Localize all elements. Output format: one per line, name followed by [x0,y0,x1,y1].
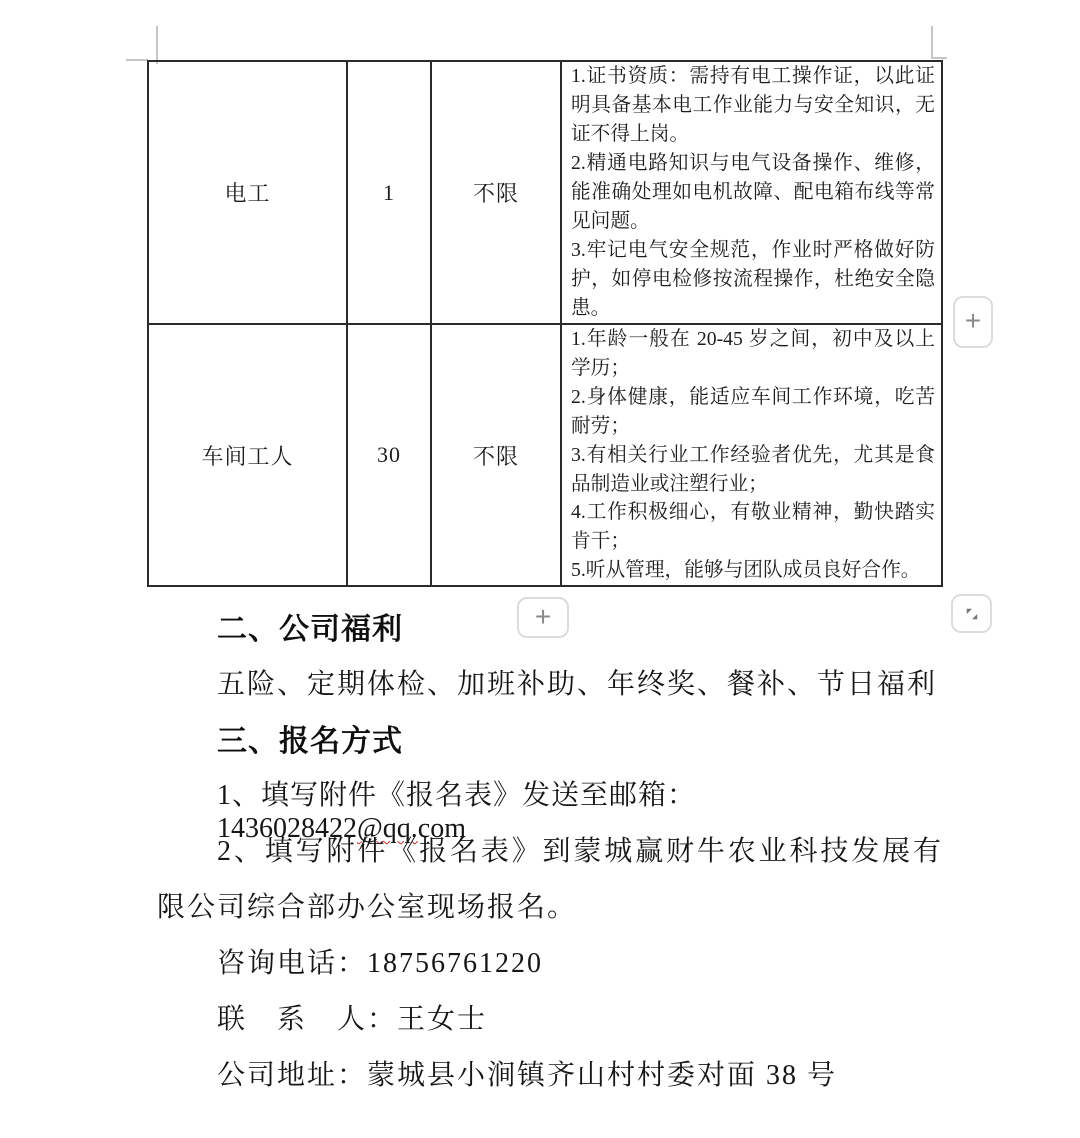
margin-mark-left-vertical [156,26,158,64]
contact-line [157,997,941,1037]
table-row [148,61,942,324]
limit-cell: 不限 [431,324,561,586]
add-column-button[interactable] [953,296,993,348]
requirement-line: 2.身体健康，能适应车间工作环境，吃苦耐劳； [571,385,935,437]
spellcheck-underline: @qq. [357,813,418,844]
welfare-text: 五险、定期体检、加班补助、年终奖、餐补、节日福利 [217,669,938,700]
requirement-line: 3.有相关行业工作经验者优先，尤其是食品制造业或注塑行业； [571,443,935,495]
apply-heading: 三、报名方式 [217,725,403,758]
apply-method-1-text: 1、填写附件《报名表》发送至邮箱： [217,780,697,811]
limit-cell: 不限 [431,61,561,324]
contact-label: 联 系 人： [217,1004,398,1035]
margin-mark-right-vertical [931,26,933,59]
plus-icon: + [964,305,982,336]
plus-icon: + [534,600,552,632]
margin-mark-left-horizontal [126,59,148,61]
email-address: 1436028422@qq.com [217,813,467,844]
count-cell: 1 [347,61,431,324]
requirement-line: 2.精通电路知识与电气设备操作、维修，能准确处理如电机故障、配电箱布线等常见问题。 [571,152,935,232]
count-cell: 30 [347,324,431,586]
requirements-cell [561,61,942,324]
position-cell: 车间工人 [148,324,347,586]
apply-method-2-line2: 限公司综合部办公室现场报名。 [157,892,578,923]
address-label: 公司地址： [217,1060,368,1091]
requirement-line: 5.听从管理，能够与团队成员良好合作。 [571,559,921,582]
job-table [147,60,943,587]
phone-number: 18756761220 [367,948,544,979]
requirement-line: 1.证书资质：需持有电工操作证，以此证明具备基本电工作业能力与安全知识，无证不得上岗。 [571,65,935,146]
phone-line [157,941,941,981]
address-line [157,1053,941,1093]
margin-mark-right-horizontal [931,57,947,59]
address-value: 蒙城县小涧镇齐山村村委对面 38 号 [367,1060,838,1091]
requirements-cell [561,324,942,586]
requirement-line: 4.工作积极细心，有敬业精神，勤快踏实肯干； [571,501,935,553]
requirement-line: 3.牢记电气安全规范，作业时严格做好防护，如停电检修按流程操作，杜绝安全隐患。 [571,238,935,319]
phone-label: 咨询电话： [217,948,368,979]
table-row [148,324,942,586]
requirement-line: 1.年龄一般在 20-45 岁之间，初中及以上学历； [571,328,935,379]
expand-table-button[interactable] [951,594,992,633]
expand-icon [963,605,981,623]
welfare-heading: 二、公司福利 [217,613,403,646]
position-cell: 电工 [148,61,347,324]
apply-method-2-line1: 2、填写附件《报名表》到蒙城赢财牛农业科技发展有 [217,836,941,867]
contact-name: 王女士 [397,1004,488,1035]
